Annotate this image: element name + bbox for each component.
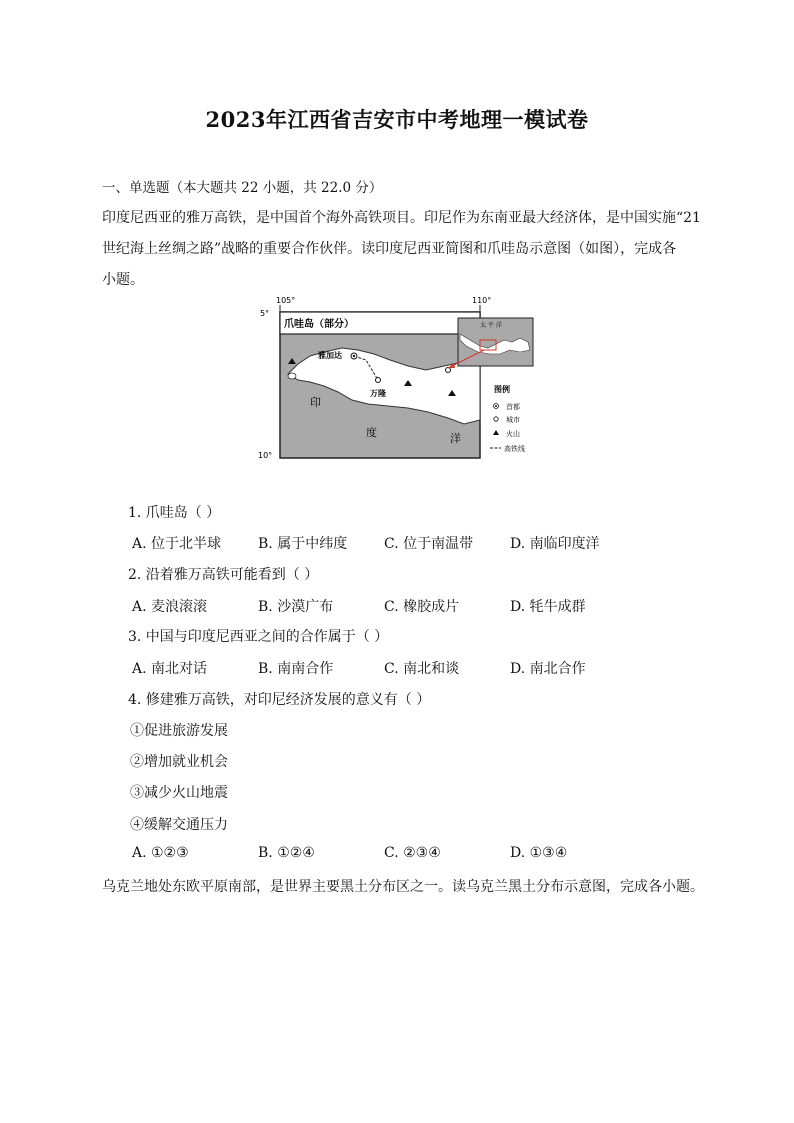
lat-5-label: 5°: [260, 309, 270, 318]
q4-item-3: ③减少火山地震: [130, 785, 228, 801]
q4-item-1: ①促进旅游发展: [130, 723, 228, 739]
jakarta-label: 雅加达: [318, 351, 342, 360]
option-a: A. 南北对话: [132, 661, 208, 677]
map-title: 爪哇岛（部分）: [284, 319, 354, 330]
option-c: C. 位于南温带: [384, 536, 474, 552]
legend-volcano: 火山: [506, 430, 520, 438]
city-marker: [376, 378, 381, 383]
legend-title: 图例: [494, 385, 510, 394]
legend-capital: 首都: [506, 403, 520, 411]
question-2-options: [132, 596, 692, 616]
city-marker-east: [446, 368, 451, 373]
option-c: C. 橡胶成片: [384, 599, 460, 615]
lat-10-label: 10°: [258, 451, 273, 460]
option-c: C. ②③④: [384, 845, 441, 861]
question-2-stem: 2. 沿着雅万高铁可能看到（ ）: [128, 567, 319, 583]
inset-ocean-label: 太 平 洋: [480, 322, 502, 329]
option-d: D. 南临印度洋: [510, 536, 600, 552]
section-heading: 一、单选题（本大题共 22 小题，共 22.0 分）: [102, 180, 383, 196]
bandung-label: 万隆: [370, 389, 386, 398]
legend-city: 城市: [506, 416, 520, 424]
option-b: B. 南南合作: [258, 661, 334, 677]
lon-105-label: 105°: [276, 296, 296, 305]
option-c: C. 南北和谈: [384, 661, 460, 677]
question-4-stem: 4. 修建雅万高铁，对印尼经济发展的意义有（ ）: [128, 692, 431, 708]
ocean-label-2: 度: [366, 426, 377, 439]
intro-paragraph: [102, 203, 702, 296]
option-d: D. 牦牛成群: [510, 599, 586, 615]
option-a: A. 麦浪滚滚: [132, 599, 208, 615]
q4-item-4: ④缓解交通压力: [130, 817, 228, 833]
option-b: B. ①②④: [258, 845, 315, 861]
option-b: B. 沙漠广布: [258, 599, 334, 615]
intro-line-1: 印度尼西亚的雅万高铁，是中国首个海外高铁项目。印尼作为东南亚最大经济体，是中国实施“21: [102, 210, 701, 226]
option-a: A. ①②③: [132, 845, 189, 861]
ocean-label-1: 印: [310, 396, 321, 409]
question-4-options: [132, 845, 692, 861]
lon-110-label: 110°: [472, 296, 492, 305]
java-island-map: [258, 294, 538, 464]
intro-line-2: 世纪海上丝绸之路”战略的重要合作伙伴。读印度尼西亚简图和爪哇岛示意图（如图），完成各: [102, 241, 677, 257]
q4-item-2: ②增加就业机会: [130, 754, 228, 770]
legend-rail: 高铁线: [504, 445, 525, 453]
intro-line-3: 小题。: [102, 272, 144, 288]
question-1-options: [132, 533, 692, 553]
ocean-label-3: 洋: [450, 432, 461, 445]
question-1-stem: 1. 爪哇岛（ ）: [128, 505, 221, 521]
option-d: D. 南北合作: [510, 661, 586, 677]
option-d: D. ①③④: [510, 845, 568, 861]
page-title: 2023年江西省吉安市中考地理一模试卷: [205, 107, 589, 132]
option-a: A. 位于北半球: [132, 536, 222, 552]
intro-paragraph-2: 乌克兰地处东欧平原南部，是世界主要黑土分布区之一。读乌克兰黑土分布示意图，完成各小题。: [102, 879, 704, 895]
question-3-options: [132, 658, 692, 678]
question-3-stem: 3. 中国与印度尼西亚之间的合作属于（ ）: [128, 629, 389, 645]
option-b: B. 属于中纬度: [258, 536, 348, 552]
